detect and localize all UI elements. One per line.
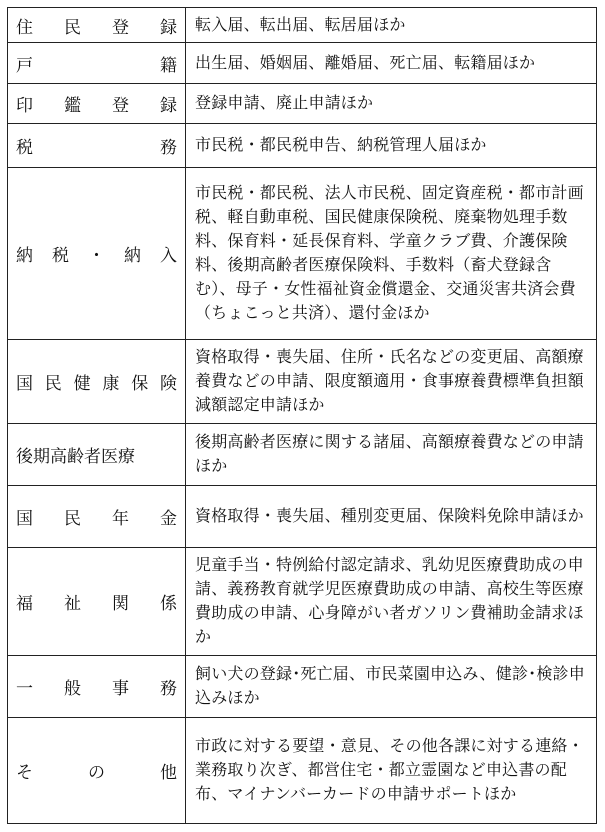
services-table bbox=[7, 7, 597, 824]
category-cell bbox=[8, 8, 186, 43]
description-cell: 児童手当・特例給付認定請求、乳幼児医療費助成の申請、義務教育就学児医療費助成の申請、高校生等医療費助成の申請、心身障がい者ガソリン費補助金請求ほか bbox=[186, 548, 597, 656]
category-label: 税務 bbox=[16, 138, 177, 158]
category-label: 一般事務 bbox=[16, 679, 177, 699]
table-row bbox=[8, 124, 597, 168]
category-label: 国民健康保険 bbox=[16, 374, 177, 394]
category-cell bbox=[8, 486, 186, 548]
category-cell bbox=[8, 43, 186, 84]
description-cell: 転入届、転出届、転居届ほか bbox=[186, 8, 597, 43]
description-cell: 市民税・都民税申告、納税管理人届ほか bbox=[186, 124, 597, 168]
table-row bbox=[8, 718, 597, 824]
table-row bbox=[8, 424, 597, 486]
category-label: 住民登録 bbox=[16, 17, 177, 38]
category-label: 国民年金 bbox=[16, 509, 177, 529]
category-cell bbox=[8, 340, 186, 424]
description-cell: 資格取得・喪失届、種別変更届、保険料免除申請ほか bbox=[186, 486, 597, 548]
description-cell: 後期高齢者医療に関する諸届、高額療養費などの申請ほか bbox=[186, 424, 597, 486]
table-row bbox=[8, 656, 597, 718]
description-cell: 登録申請、廃止申請ほか bbox=[186, 84, 597, 124]
description-cell: 出生届、婚姻届、離婚届、死亡届、転籍届ほか bbox=[186, 43, 597, 84]
description-cell: 資格取得・喪失届、住所・氏名などの変更届、高額療養費などの申請、限度額適用・食事療養費標準負担額減額認定申請ほか bbox=[186, 340, 597, 424]
category-label: 福祉関係 bbox=[16, 594, 177, 614]
table-row bbox=[8, 486, 597, 548]
category-cell bbox=[8, 656, 186, 718]
category-cell bbox=[8, 548, 186, 656]
category-label: 後期高齢者医療 bbox=[16, 447, 135, 467]
category-label: 戸籍 bbox=[16, 55, 177, 76]
table-row bbox=[8, 340, 597, 424]
description-cell: 市政に対する要望・意見、その他各課に対する連絡・業務取り次ぎ、都営住宅・都立霊園など申込書の配布、マイナンバーカードの申請サポートほか bbox=[186, 718, 597, 824]
category-label: 印鑑登録 bbox=[16, 96, 177, 116]
category-cell bbox=[8, 168, 186, 340]
table-row bbox=[8, 168, 597, 340]
table-row bbox=[8, 84, 597, 124]
category-cell bbox=[8, 84, 186, 124]
category-cell bbox=[8, 424, 186, 486]
description-cell: 飼い犬の登録･死亡届、市民菜園申込み、健診･検診申込みほか bbox=[186, 656, 597, 718]
table-row bbox=[8, 548, 597, 656]
description-cell: 市民税・都民税、法人市民税、固定資産税・都市計画税、軽自動車税、国民健康保険税、廃棄物処理手数料、保育料・延長保育料、学童クラブ費、介護保険料、後期高齢者医療保険料、手数料（畜犬登録含む）、母子・女性福祉資金償還金、交通災害共済会費（ちょこっと共済）、還付金ほか bbox=[186, 168, 597, 340]
category-cell bbox=[8, 124, 186, 168]
table-row bbox=[8, 8, 597, 43]
table-row bbox=[8, 43, 597, 84]
category-label: 納税・納入 bbox=[16, 246, 177, 266]
category-cell bbox=[8, 718, 186, 824]
category-label: その他 bbox=[16, 763, 177, 783]
